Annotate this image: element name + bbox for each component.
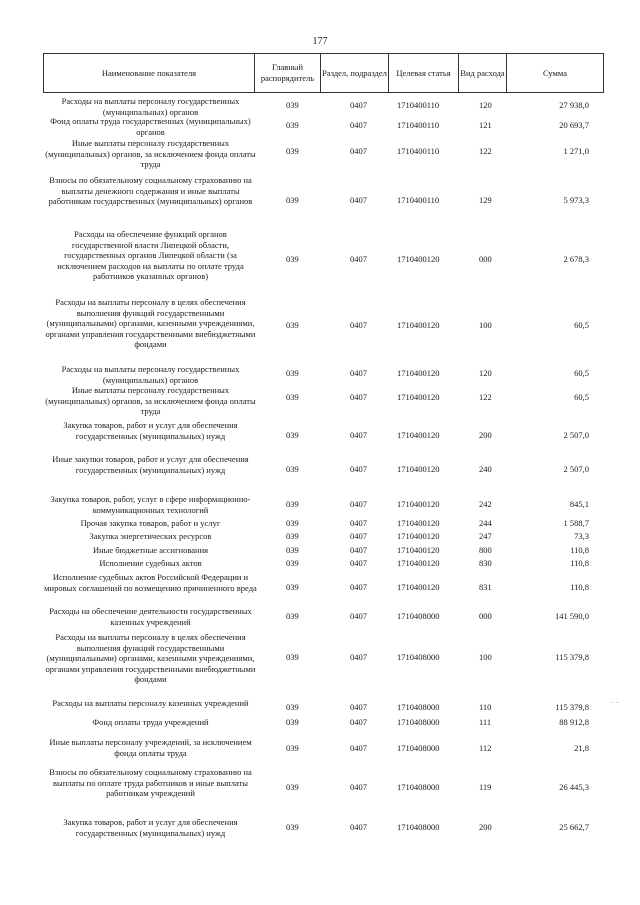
row-grbs: 039 bbox=[286, 558, 299, 568]
row-target: 1710400120 bbox=[397, 582, 440, 592]
row-kind: 200 bbox=[479, 822, 492, 832]
row-kind: 200 bbox=[479, 430, 492, 440]
row-target: 1710400120 bbox=[397, 392, 440, 402]
row-target: 1710400120 bbox=[397, 430, 440, 440]
row-sum: 845,1 bbox=[569, 499, 589, 509]
row-target: 1710400110 bbox=[397, 146, 440, 156]
row-sum: 110,8 bbox=[570, 582, 589, 592]
row-section: 0407 bbox=[350, 743, 367, 753]
row-kind: 000 bbox=[479, 611, 492, 621]
row-grbs: 039 bbox=[286, 782, 299, 792]
row-name: Закупка товаров, работ, услуг в сфере информационно-коммуникационных технологий bbox=[50, 494, 251, 515]
row-grbs: 039 bbox=[286, 743, 299, 753]
row-sum: 27 938,0 bbox=[559, 100, 589, 110]
row-name: Расходы на выплаты персоналу государственных (муниципальных) органов bbox=[61, 96, 240, 117]
table-row bbox=[43, 454, 604, 484]
row-section: 0407 bbox=[350, 782, 367, 792]
row-grbs: 039 bbox=[286, 717, 299, 727]
row-target: 1710400120 bbox=[397, 464, 440, 474]
row-sum: 2 507,0 bbox=[563, 464, 589, 474]
row-sum: 115 379,8 bbox=[555, 702, 589, 712]
row-name: Иные выплаты персоналу учреждений, за исключением фонда оплаты труда bbox=[49, 737, 252, 758]
row-sum: 60,5 bbox=[574, 368, 589, 378]
row-name: Расходы на обеспечение деятельности государственных казенных учреждений bbox=[49, 606, 252, 627]
table-row bbox=[43, 606, 604, 630]
table-row bbox=[43, 545, 604, 557]
row-sum: 110,8 bbox=[570, 558, 589, 568]
row-sum: 20 693,7 bbox=[559, 120, 589, 130]
row-grbs: 039 bbox=[286, 464, 299, 474]
row-name: Иные выплаты персоналу государственных (муниципальных) органов, за исключением фонда оплаты труда bbox=[45, 138, 256, 170]
row-section: 0407 bbox=[350, 320, 367, 330]
table-row bbox=[43, 297, 604, 355]
row-sum: 25 662,7 bbox=[559, 822, 589, 832]
row-name: Фонд оплаты труда учреждений bbox=[92, 717, 209, 727]
row-name: Расходы на выплаты персоналу казенных учреждений bbox=[52, 698, 249, 708]
table-row bbox=[43, 717, 604, 731]
row-grbs: 039 bbox=[286, 368, 299, 378]
row-sum: 1 271,0 bbox=[563, 146, 589, 156]
row-section: 0407 bbox=[350, 120, 367, 130]
row-grbs: 039 bbox=[286, 146, 299, 156]
row-target: 1710408000 bbox=[397, 743, 440, 753]
row-target: 1710408000 bbox=[397, 822, 440, 832]
row-sum: 2 678,3 bbox=[563, 254, 589, 264]
row-kind: 121 bbox=[479, 120, 492, 130]
row-sum: 73,3 bbox=[574, 531, 589, 541]
row-section: 0407 bbox=[350, 582, 367, 592]
table-row bbox=[43, 229, 604, 291]
row-sum: 2 507,0 bbox=[563, 430, 589, 440]
margin-mark: ⁻ ⁻ bbox=[610, 700, 620, 708]
row-section: 0407 bbox=[350, 652, 367, 662]
row-grbs: 039 bbox=[286, 531, 299, 541]
row-grbs: 039 bbox=[286, 120, 299, 130]
row-section: 0407 bbox=[350, 518, 367, 528]
row-grbs: 039 bbox=[286, 611, 299, 621]
row-kind: 100 bbox=[479, 320, 492, 330]
row-grbs: 039 bbox=[286, 652, 299, 662]
row-kind: 129 bbox=[479, 195, 492, 205]
row-target: 1710408000 bbox=[397, 652, 440, 662]
table-row bbox=[43, 558, 604, 570]
row-kind: 111 bbox=[479, 717, 492, 727]
row-kind: 100 bbox=[479, 652, 492, 662]
row-sum: 60,5 bbox=[574, 320, 589, 330]
row-target: 1710400120 bbox=[397, 518, 440, 528]
table-row bbox=[43, 138, 604, 168]
row-target: 1710408000 bbox=[397, 717, 440, 727]
row-sum: 60,5 bbox=[574, 392, 589, 402]
row-name: Закупка товаров, работ и услуг для обеспечения государственных (муниципальных) нужд bbox=[63, 420, 238, 441]
row-kind: 831 bbox=[479, 582, 492, 592]
row-name: Закупка товаров, работ и услуг для обеспечения государственных (муниципальных) нужд bbox=[63, 817, 238, 838]
table-row bbox=[43, 175, 604, 215]
row-target: 1710400110 bbox=[397, 100, 440, 110]
row-name: Прочая закупка товаров, работ и услуг bbox=[80, 518, 221, 528]
table-row bbox=[43, 96, 604, 116]
row-section: 0407 bbox=[350, 100, 367, 110]
row-section: 0407 bbox=[350, 392, 367, 402]
row-sum: 110,8 bbox=[570, 545, 589, 555]
row-section: 0407 bbox=[350, 499, 367, 509]
row-kind: 800 bbox=[479, 545, 492, 555]
column-header-name: Наименование показателя bbox=[101, 67, 197, 78]
row-sum: 115 379,8 bbox=[555, 652, 589, 662]
row-sum: 1 588,7 bbox=[563, 518, 589, 528]
row-section: 0407 bbox=[350, 464, 367, 474]
row-kind: 000 bbox=[479, 254, 492, 264]
row-section: 0407 bbox=[350, 195, 367, 205]
row-grbs: 039 bbox=[286, 582, 299, 592]
table-row bbox=[43, 494, 604, 516]
row-target: 1710408000 bbox=[397, 611, 440, 621]
row-kind: 244 bbox=[479, 518, 492, 528]
table-row bbox=[43, 364, 604, 385]
row-kind: 120 bbox=[479, 100, 492, 110]
row-name: Фонд оплаты труда государственных (муниципальных) органов bbox=[50, 116, 251, 137]
row-name: Взносы по обязательному социальному страхованию на выплаты денежного содержания и иные выплаты работникам государственных (муниципальных) органов bbox=[48, 175, 253, 207]
row-grbs: 039 bbox=[286, 822, 299, 832]
table-header bbox=[43, 53, 604, 93]
table-row bbox=[43, 518, 604, 530]
row-name: Расходы на выплаты персоналу в целях обеспечения выполнения функций государственными (муниципальными) органами, казенными учреждениями, органами управления государственными внебюджетными фондами bbox=[45, 632, 256, 685]
row-section: 0407 bbox=[350, 368, 367, 378]
row-kind: 119 bbox=[479, 782, 492, 792]
row-target: 1710400120 bbox=[397, 531, 440, 541]
row-name: Иные выплаты персоналу государственных (муниципальных) органов, за исключением фонда оплаты труда bbox=[45, 385, 256, 417]
row-section: 0407 bbox=[350, 430, 367, 440]
row-name: Иные закупки товаров, работ и услуг для обеспечения государственных (муниципальных) нужд bbox=[52, 454, 249, 475]
row-target: 1710400120 bbox=[397, 558, 440, 568]
table-row bbox=[43, 572, 604, 604]
table-row bbox=[43, 385, 604, 417]
row-name: Расходы на выплаты персоналу государственных (муниципальных) органов bbox=[61, 364, 240, 385]
row-kind: 247 bbox=[479, 531, 492, 541]
row-grbs: 039 bbox=[286, 392, 299, 402]
row-target: 1710408000 bbox=[397, 702, 440, 712]
table-row bbox=[43, 737, 604, 759]
row-name: Исполнение судебных актов Российской Федерации и мировых соглашений по возмещению причиненного вреда bbox=[44, 572, 257, 593]
row-section: 0407 bbox=[350, 717, 367, 727]
table-row bbox=[43, 420, 604, 448]
row-kind: 112 bbox=[479, 743, 492, 753]
page-number: 177 bbox=[312, 36, 328, 47]
row-name: Взносы по обязательному социальному страхованию на выплаты по оплате труда работников и иные выплаты работникам учреждений bbox=[49, 767, 252, 799]
row-target: 1710400110 bbox=[397, 195, 440, 205]
row-grbs: 039 bbox=[286, 545, 299, 555]
row-name: Исполнение судебных актов bbox=[99, 558, 202, 568]
row-section: 0407 bbox=[350, 531, 367, 541]
row-section: 0407 bbox=[350, 702, 367, 712]
row-kind: 242 bbox=[479, 499, 492, 509]
row-kind: 122 bbox=[479, 392, 492, 402]
table-row bbox=[43, 767, 604, 809]
row-grbs: 039 bbox=[286, 702, 299, 712]
row-grbs: 039 bbox=[286, 254, 299, 264]
row-sum: 88 912,8 bbox=[559, 717, 589, 727]
row-kind: 122 bbox=[479, 146, 492, 156]
row-section: 0407 bbox=[350, 254, 367, 264]
row-grbs: 039 bbox=[286, 195, 299, 205]
row-sum: 141 590,0 bbox=[555, 611, 589, 621]
row-section: 0407 bbox=[350, 822, 367, 832]
column-header-section: Раздел, подраздел bbox=[320, 54, 388, 92]
row-target: 1710408000 bbox=[397, 782, 440, 792]
row-grbs: 039 bbox=[286, 320, 299, 330]
table-row bbox=[43, 817, 604, 845]
row-sum: 5 973,3 bbox=[563, 195, 589, 205]
row-sum: 26 445,3 bbox=[559, 782, 589, 792]
row-kind: 120 bbox=[479, 368, 492, 378]
table-row bbox=[43, 531, 604, 543]
column-header-sum: Сумма bbox=[506, 54, 603, 92]
row-name: Расходы на обеспечение функций органов государственной власти Липецкой области, государственных органов Липецкой области (за исключением расходов на выплаты по оплате труда работников указанных органов) bbox=[57, 229, 244, 282]
row-kind: 110 bbox=[479, 702, 492, 712]
table-row bbox=[43, 632, 604, 688]
row-kind: 240 bbox=[479, 464, 492, 474]
row-name: Иные бюджетные ассигнования bbox=[92, 545, 209, 555]
row-name: Закупка энергетических ресурсов bbox=[89, 531, 212, 541]
row-target: 1710400120 bbox=[397, 499, 440, 509]
row-grbs: 039 bbox=[286, 100, 299, 110]
row-section: 0407 bbox=[350, 558, 367, 568]
row-name: Расходы на выплаты персоналу в целях обеспечения выполнения функций государственными (муниципальными) органами, казенными учреждениями, органами управления государственными внебюджетными фондами bbox=[45, 297, 256, 350]
row-grbs: 039 bbox=[286, 499, 299, 509]
row-target: 1710400120 bbox=[397, 320, 440, 330]
row-target: 1710400120 bbox=[397, 368, 440, 378]
row-section: 0407 bbox=[350, 611, 367, 621]
row-kind: 830 bbox=[479, 558, 492, 568]
table-row bbox=[43, 116, 604, 136]
column-header-kind: Вид расхода bbox=[458, 54, 506, 92]
table-row bbox=[43, 698, 604, 716]
row-sum: 21,8 bbox=[574, 743, 589, 753]
row-target: 1710400120 bbox=[397, 545, 440, 555]
row-target: 1710400120 bbox=[397, 254, 440, 264]
row-grbs: 039 bbox=[286, 518, 299, 528]
column-header-target: Целевая статья bbox=[388, 54, 458, 92]
row-section: 0407 bbox=[350, 545, 367, 555]
column-header-grbs: Главный распорядитель bbox=[254, 54, 320, 92]
row-grbs: 039 bbox=[286, 430, 299, 440]
row-section: 0407 bbox=[350, 146, 367, 156]
row-target: 1710400110 bbox=[397, 120, 440, 130]
